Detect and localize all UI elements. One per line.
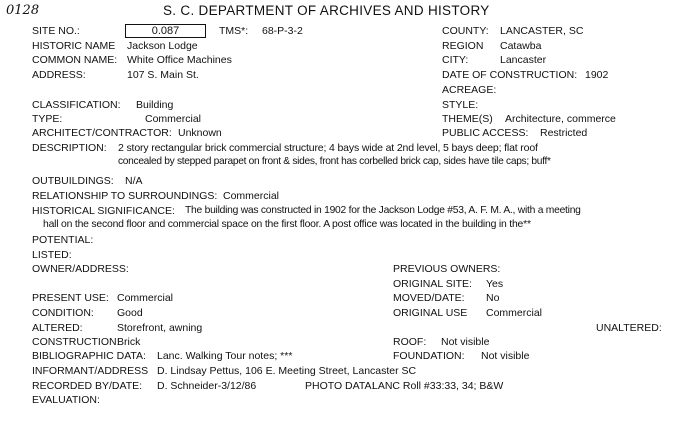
tms-label: TMS*: [219,25,249,37]
altered-label: ALTERED: [32,322,83,334]
common-name-value: White Office Machines [127,54,232,66]
site-no-value: 0.087 [151,25,180,37]
original-site-label: ORIGINAL SITE: [393,278,472,290]
outbuildings-value: N/A [125,175,143,187]
public-access-value: Restricted [540,127,588,139]
themes-label: THEME(S) [442,113,493,125]
photo-data-value: LANC Roll #33:33, 34; B&W [372,380,504,392]
evaluation-label: EVALUATION: [32,394,100,406]
previous-owners-label: PREVIOUS OWNERS: [393,263,501,275]
present-use-value: Commercial [117,292,174,304]
original-use-value: Commercial [486,307,543,319]
architect-value: Unknown [178,127,222,139]
type-label: TYPE: [32,113,63,125]
historical-significance-label: HISTORICAL SIGNIFICANCE: [32,205,175,217]
recorded-label: RECORDED BY/DATE: [32,380,143,392]
common-name-label: COMMON NAME: [32,54,118,66]
themes-value: Architecture, commerce [505,113,616,125]
present-use-label: PRESENT USE: [32,292,109,304]
classification-label: CLASSIFICATION: [32,99,121,111]
moved-date-value: No [486,292,500,304]
outbuildings-label: OUTBUILDINGS: [32,175,114,187]
construction-label: CONSTRUCTION: [32,336,120,348]
construction-value: Brick [117,336,141,348]
unaltered-label: UNALTERED: [596,322,662,334]
moved-date-label: MOVED/DATE: [393,292,465,304]
listed-label: LISTED: [32,249,72,261]
bibliographic-label: BIBLIOGRAPHIC DATA: [32,350,146,362]
historical-significance-line-2: hall on the second floor and commercial space on the first floor. A post office was located in the building in the** [43,219,531,230]
region-value: Catawba [500,40,542,52]
altered-value: Storefront, awning [117,322,203,334]
foundation-label: FOUNDATION: [393,350,465,362]
owner-address-label: OWNER/ADDRESS: [32,263,129,275]
original-site-value: Yes [486,278,504,290]
date-construction-value: 1902 [585,69,609,81]
condition-value: Good [117,307,143,319]
architect-label: ARCHITECT/CONTRACTOR: [32,127,172,139]
corner-mark: 0128 [6,3,40,18]
type-value: Commercial [145,113,202,125]
description-label: DESCRIPTION: [32,142,107,154]
roof-label: ROOF: [393,336,427,348]
relationship-label: RELATIONSHIP TO SURROUNDINGS: [32,190,218,202]
city-value: Lancaster [500,54,547,66]
relationship-value: Commercial [223,190,280,202]
description-line-2: concealed by stepped parapet on front & sides, front has corbelled brick cap, sides have tile caps; buff* [118,156,551,167]
city-label: CITY: [442,54,469,66]
description-line-1: 2 story rectangular brick commercial structure; 4 bays wide at 2nd level, 5 bays deep; flat roof [118,142,538,154]
recorded-value: D. Schneider-3/12/86 [157,380,257,392]
public-access-label: PUBLIC ACCESS: [442,127,529,139]
address-value: 107 S. Main St. [127,69,199,81]
historic-name-label: HISTORIC NAME [32,40,116,52]
acreage-label: ACREAGE: [442,84,497,96]
informant-value: D. Lindsay Pettus, 106 E. Meeting Street, Lancaster SC [157,365,417,377]
condition-label: CONDITION: [32,307,94,319]
region-label: REGION [442,40,484,52]
tms-value: 68-P-3-2 [262,25,303,37]
address-label: ADDRESS: [32,69,86,81]
site-no-label: SITE NO.: [32,25,80,37]
style-label: STYLE: [442,99,479,111]
foundation-value: Not visible [481,350,530,362]
classification-value: Building [136,99,174,111]
historic-name-value: Jackson Lodge [127,40,198,52]
roof-value: Not visible [441,336,490,348]
site-no-box [125,24,206,38]
potential-label: POTENTIAL: [32,234,94,246]
bibliographic-value: Lanc. Walking Tour notes; *** [157,350,293,362]
historical-significance-line-1: The building was constructed in 1902 for the Jackson Lodge #53, A. F. M. A., with a meeting [185,205,581,216]
page-title: S. C. DEPARTMENT OF ARCHIVES AND HISTORY [163,3,490,18]
photo-data-label: PHOTO DATA: [305,380,375,392]
date-construction-label: DATE OF CONSTRUCTION: [442,69,578,81]
original-use-label: ORIGINAL USE [393,307,468,319]
county-label: COUNTY: [442,25,489,37]
informant-label: INFORMANT/ADDRESS [32,365,149,377]
county-value: LANCASTER, SC [500,25,584,37]
